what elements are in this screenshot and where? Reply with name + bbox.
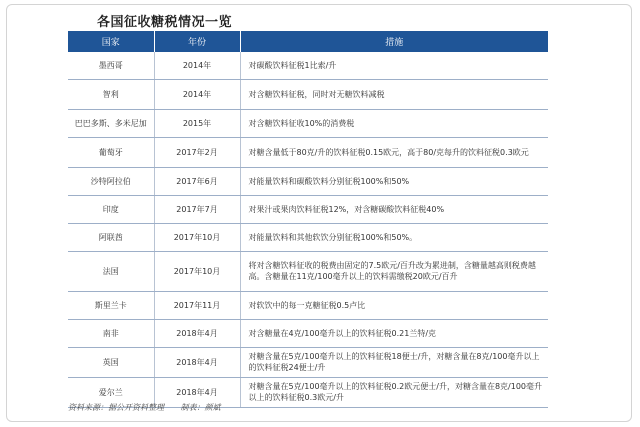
sugar-tax-table — [68, 31, 548, 408]
country-cell: 巴巴多斯、多米尼加 — [68, 109, 154, 137]
country-cell: 斯里兰卡 — [68, 291, 154, 319]
country-cell: 葡萄牙 — [68, 137, 154, 167]
year-cell: 2017年6月 — [154, 167, 240, 195]
table-row — [68, 167, 548, 195]
page-title: 各国征收糖税情况一览 — [97, 15, 233, 30]
table-row — [68, 137, 548, 167]
measure-cell: 对糖含量低于80克/升的饮料征税0.15欧元，高于80/克每升的饮料征税0.3欧元 — [240, 137, 548, 167]
source-author: 制表：颜斌 — [180, 403, 221, 412]
table-row — [68, 251, 548, 291]
year-cell: 2018年4月 — [154, 347, 240, 377]
table-row — [68, 52, 548, 79]
table-row — [68, 223, 548, 251]
table-row — [68, 319, 548, 347]
country-cell: 阿联酋 — [68, 223, 154, 251]
header-year: 年份 — [154, 31, 240, 52]
year-cell: 2017年10月 — [154, 251, 240, 291]
year-cell: 2014年 — [154, 79, 240, 109]
year-cell: 2017年10月 — [154, 223, 240, 251]
header-measure: 措施 — [240, 31, 548, 52]
measure-cell: 对碳酸饮料征税1比索/升 — [240, 52, 548, 79]
country-cell: 爱尔兰 — [68, 377, 154, 407]
measure-cell: 对糖含量在5克/100毫升以上的饮料征税0.2欧元便士/升，对糖含量在8克/100毫升以上的饮料征税0.3欧元/升 — [240, 377, 548, 407]
country-cell: 印度 — [68, 195, 154, 223]
table-header-row — [68, 31, 548, 52]
year-cell: 2017年2月 — [154, 137, 240, 167]
country-cell: 南非 — [68, 319, 154, 347]
table-row — [68, 291, 548, 319]
source-note — [68, 402, 235, 413]
measure-cell: 将对含糖饮料征收的税费由固定的7.5欧元/百升改为累进制，含糖量越高则税费越高。含糖量在11克/100毫升以上的饮料需缴税20欧元/百升 — [240, 251, 548, 291]
table-row — [68, 109, 548, 137]
measure-cell: 对含糖饮料征税，同时对无糖饮料减税 — [240, 79, 548, 109]
measure-cell: 对能量饮料和碳酸饮料分别征税100%和50% — [240, 167, 548, 195]
measure-cell: 对果汁或果肉饮料征税12%，对含糖碳酸饮料征税40% — [240, 195, 548, 223]
year-cell: 2014年 — [154, 52, 240, 79]
country-cell: 法国 — [68, 251, 154, 291]
header-country: 国家 — [68, 31, 154, 52]
measure-cell: 对能量饮料和其他软饮分别征税100%和50%。 — [240, 223, 548, 251]
measure-cell: 对含糖量在4克/100毫升以上的饮料征税0.21兰特/克 — [240, 319, 548, 347]
country-cell: 墨西哥 — [68, 52, 154, 79]
year-cell: 2018年4月 — [154, 319, 240, 347]
table-row — [68, 347, 548, 377]
measure-cell: 对软饮中的每一克糖征税0.5卢比 — [240, 291, 548, 319]
country-cell: 沙特阿拉伯 — [68, 167, 154, 195]
year-cell: 2015年 — [154, 109, 240, 137]
year-cell: 2017年11月 — [154, 291, 240, 319]
country-cell: 英国 — [68, 347, 154, 377]
table-row — [68, 195, 548, 223]
country-cell: 智利 — [68, 79, 154, 109]
table-row — [68, 79, 548, 109]
measure-cell: 对糖含量在5克/100毫升以上的饮料征税18便士/升，对糖含量在8克/100毫升以上的饮料征税24便士/升 — [240, 347, 548, 377]
source-origin: 资料来源：据公开资料整理 — [68, 403, 164, 412]
year-cell: 2018年4月 — [154, 377, 240, 407]
measure-cell: 对含糖饮料征收10%的消费税 — [240, 109, 548, 137]
year-cell: 2017年7月 — [154, 195, 240, 223]
